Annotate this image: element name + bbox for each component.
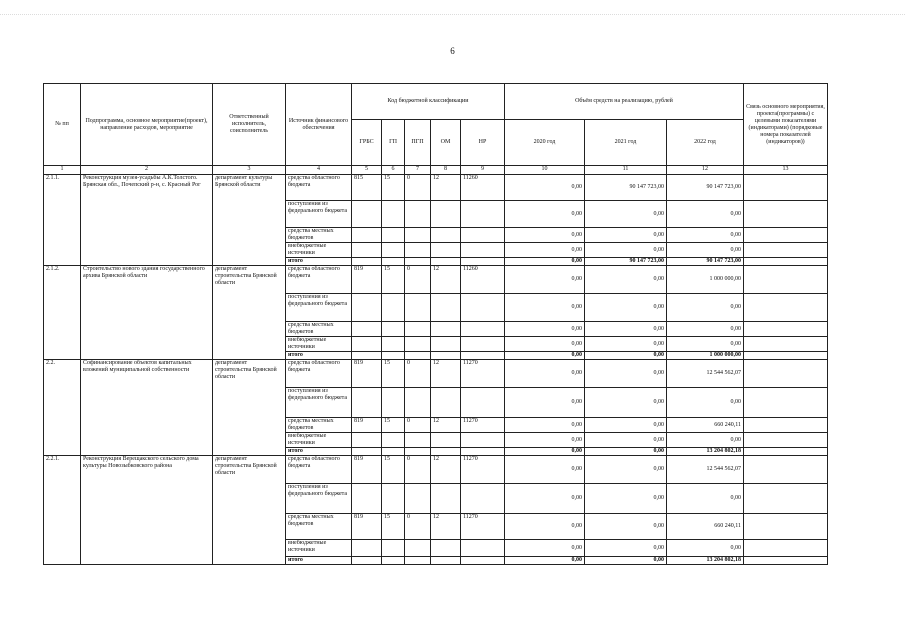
funding-source: поступления из федерального бюджета bbox=[286, 484, 352, 514]
code-om: 12 bbox=[431, 514, 461, 540]
code-om bbox=[431, 388, 461, 418]
code-grbs bbox=[352, 557, 382, 565]
code-pgp: 0 bbox=[405, 514, 431, 540]
code-gp bbox=[382, 201, 405, 228]
code-nr bbox=[461, 540, 505, 557]
page-number: 6 bbox=[450, 46, 455, 56]
code-om bbox=[431, 448, 461, 456]
code-grbs bbox=[352, 243, 382, 258]
column-number-row bbox=[44, 166, 828, 175]
code-gp: 15 bbox=[382, 514, 405, 540]
value-2021: 0,00 bbox=[585, 540, 667, 557]
executor-name: департамент культуры Брянской области bbox=[213, 175, 286, 266]
value-2021: 0,00 bbox=[585, 456, 667, 484]
funding-source: средства областного бюджета bbox=[286, 360, 352, 388]
value-2022: 0,00 bbox=[667, 294, 744, 322]
value-2020: 0,00 bbox=[505, 540, 585, 557]
value-2022: 0,00 bbox=[667, 243, 744, 258]
code-gp bbox=[382, 352, 405, 360]
header-om: ОМ bbox=[431, 120, 461, 166]
code-nr bbox=[461, 201, 505, 228]
code-gp bbox=[382, 448, 405, 456]
value-2021: 0,00 bbox=[585, 557, 667, 565]
value-2020: 0,00 bbox=[505, 360, 585, 388]
value-2022: 13 204 802,18 bbox=[667, 448, 744, 456]
row-number: 2.2.1. bbox=[44, 456, 81, 565]
code-nr: 11270 bbox=[461, 456, 505, 484]
col-number: 13 bbox=[744, 166, 828, 175]
code-gp: 15 bbox=[382, 266, 405, 294]
code-pgp bbox=[405, 294, 431, 322]
code-pgp: 0 bbox=[405, 418, 431, 433]
code-pgp bbox=[405, 243, 431, 258]
code-grbs bbox=[352, 448, 382, 456]
funding-source: поступления из федерального бюджета bbox=[286, 201, 352, 228]
code-gp bbox=[382, 294, 405, 322]
header-nr: НР bbox=[461, 120, 505, 166]
value-2022: 0,00 bbox=[667, 484, 744, 514]
code-om: 12 bbox=[431, 175, 461, 201]
indicator-link bbox=[744, 484, 828, 514]
code-om bbox=[431, 433, 461, 448]
code-grbs bbox=[352, 337, 382, 352]
value-2020: 0,00 bbox=[505, 266, 585, 294]
indicator-link bbox=[744, 352, 828, 360]
indicator-link bbox=[744, 557, 828, 565]
header-2021: 2021 год bbox=[585, 120, 667, 166]
code-grbs bbox=[352, 322, 382, 337]
code-om bbox=[431, 557, 461, 565]
value-2021: 90 147 723,00 bbox=[585, 258, 667, 266]
indicator-link bbox=[744, 294, 828, 322]
code-grbs: 819 bbox=[352, 266, 382, 294]
code-gp bbox=[382, 388, 405, 418]
code-nr bbox=[461, 228, 505, 243]
funding-source: средства областного бюджета bbox=[286, 266, 352, 294]
value-2022: 0,00 bbox=[667, 540, 744, 557]
executor-name: департамент строительства Брянской области bbox=[213, 456, 286, 565]
code-gp bbox=[382, 337, 405, 352]
value-2022: 13 204 802,18 bbox=[667, 557, 744, 565]
code-gp bbox=[382, 258, 405, 266]
code-grbs bbox=[352, 258, 382, 266]
value-2022: 660 240,11 bbox=[667, 514, 744, 540]
value-2022: 1 000 000,00 bbox=[667, 352, 744, 360]
value-2021: 0,00 bbox=[585, 266, 667, 294]
code-grbs bbox=[352, 388, 382, 418]
code-grbs: 815 bbox=[352, 175, 382, 201]
code-gp bbox=[382, 433, 405, 448]
col-number: 8 bbox=[431, 166, 461, 175]
value-2022: 12 544 562,07 bbox=[667, 456, 744, 484]
code-pgp: 0 bbox=[405, 266, 431, 294]
value-2022: 90 147 723,00 bbox=[667, 175, 744, 201]
funding-source: итого bbox=[286, 258, 352, 266]
funding-source: итого bbox=[286, 557, 352, 565]
code-pgp bbox=[405, 352, 431, 360]
value-2020: 0,00 bbox=[505, 175, 585, 201]
code-grbs bbox=[352, 201, 382, 228]
code-pgp: 0 bbox=[405, 360, 431, 388]
code-nr bbox=[461, 258, 505, 266]
value-2021: 0,00 bbox=[585, 294, 667, 322]
code-grbs bbox=[352, 540, 382, 557]
indicator-link bbox=[744, 175, 828, 201]
col-number: 4 bbox=[286, 166, 352, 175]
code-pgp: 0 bbox=[405, 456, 431, 484]
code-gp: 15 bbox=[382, 175, 405, 201]
value-2020: 0,00 bbox=[505, 433, 585, 448]
scan-noise-line bbox=[0, 14, 905, 17]
col-number: 3 bbox=[213, 166, 286, 175]
col-number: 5 bbox=[352, 166, 382, 175]
code-nr bbox=[461, 243, 505, 258]
header-num: № пп bbox=[44, 84, 81, 166]
code-om bbox=[431, 258, 461, 266]
code-nr bbox=[461, 388, 505, 418]
value-2022: 90 147 723,00 bbox=[667, 258, 744, 266]
value-2022: 0,00 bbox=[667, 322, 744, 337]
col-number: 6 bbox=[382, 166, 405, 175]
value-2022: 0,00 bbox=[667, 201, 744, 228]
code-gp bbox=[382, 243, 405, 258]
activity-name: Реконструкция Верещакского сельского дома культуры Новозыбковского района bbox=[81, 456, 213, 565]
indicator-link bbox=[744, 228, 828, 243]
value-2021: 0,00 bbox=[585, 418, 667, 433]
value-2020: 0,00 bbox=[505, 322, 585, 337]
table-row bbox=[44, 360, 828, 388]
value-2020: 0,00 bbox=[505, 243, 585, 258]
indicator-link bbox=[744, 540, 828, 557]
code-pgp bbox=[405, 448, 431, 456]
value-2020: 0,00 bbox=[505, 201, 585, 228]
code-om bbox=[431, 201, 461, 228]
header-executor: Ответственный исполнитель, соисполнитель bbox=[213, 84, 286, 166]
indicator-link bbox=[744, 433, 828, 448]
code-pgp bbox=[405, 557, 431, 565]
code-om bbox=[431, 322, 461, 337]
value-2020: 0,00 bbox=[505, 557, 585, 565]
code-pgp bbox=[405, 201, 431, 228]
indicator-link bbox=[744, 201, 828, 228]
indicator-link bbox=[744, 243, 828, 258]
value-2020: 0,00 bbox=[505, 352, 585, 360]
row-number: 2.2. bbox=[44, 360, 81, 456]
code-grbs bbox=[352, 433, 382, 448]
funding-source: средства местных бюджетов bbox=[286, 228, 352, 243]
code-grbs: 819 bbox=[352, 456, 382, 484]
value-2022: 12 544 562,07 bbox=[667, 360, 744, 388]
code-grbs: 819 bbox=[352, 514, 382, 540]
col-number: 11 bbox=[585, 166, 667, 175]
col-number: 1 bbox=[44, 166, 81, 175]
code-grbs bbox=[352, 294, 382, 322]
code-nr bbox=[461, 433, 505, 448]
indicator-link bbox=[744, 456, 828, 484]
code-nr bbox=[461, 322, 505, 337]
value-2021: 0,00 bbox=[585, 448, 667, 456]
value-2020: 0,00 bbox=[505, 418, 585, 433]
value-2020: 0,00 bbox=[505, 294, 585, 322]
header-gp: ГП bbox=[382, 120, 405, 166]
funding-source: внебюджетные источники bbox=[286, 433, 352, 448]
code-nr: 11270 bbox=[461, 418, 505, 433]
value-2021: 0,00 bbox=[585, 243, 667, 258]
code-nr bbox=[461, 337, 505, 352]
code-gp: 15 bbox=[382, 456, 405, 484]
activity-name: Строительство нового здания государственного архива Брянской области bbox=[81, 266, 213, 360]
funding-source: средства местных бюджетов bbox=[286, 514, 352, 540]
funding-source: внебюджетные источники bbox=[286, 243, 352, 258]
code-grbs bbox=[352, 228, 382, 243]
row-number: 2.1.1. bbox=[44, 175, 81, 266]
value-2020: 0,00 bbox=[505, 484, 585, 514]
value-2020: 0,00 bbox=[505, 228, 585, 243]
code-grbs bbox=[352, 352, 382, 360]
value-2021: 0,00 bbox=[585, 352, 667, 360]
value-2020: 0,00 bbox=[505, 514, 585, 540]
col-number: 2 bbox=[81, 166, 213, 175]
value-2021: 0,00 bbox=[585, 322, 667, 337]
value-2022: 0,00 bbox=[667, 433, 744, 448]
header-link: Связь основного мероприятия, проекта(программы) с целевыми показателями (индикаторами) (порядковые номера показателей (индикаторов)) bbox=[744, 84, 828, 166]
code-om: 12 bbox=[431, 418, 461, 433]
indicator-link bbox=[744, 258, 828, 266]
value-2021: 0,00 bbox=[585, 433, 667, 448]
indicator-link bbox=[744, 514, 828, 540]
value-2021: 0,00 bbox=[585, 337, 667, 352]
code-pgp bbox=[405, 228, 431, 243]
code-pgp bbox=[405, 388, 431, 418]
funding-source: средства местных бюджетов bbox=[286, 322, 352, 337]
value-2022: 0,00 bbox=[667, 228, 744, 243]
header-2020: 2020 год bbox=[505, 120, 585, 166]
code-pgp bbox=[405, 484, 431, 514]
code-om bbox=[431, 228, 461, 243]
code-gp bbox=[382, 484, 405, 514]
activity-name: Реконструкция музея-усадьбы А.К.Толстого. Брянская обл., Почепский р-н, с. Красный Рог bbox=[81, 175, 213, 266]
code-nr bbox=[461, 484, 505, 514]
value-2021: 0,00 bbox=[585, 201, 667, 228]
activity-name: Софинансирование объектов капитальных вложений муниципальной собственности bbox=[81, 360, 213, 456]
value-2021: 0,00 bbox=[585, 360, 667, 388]
value-2021: 0,00 bbox=[585, 514, 667, 540]
code-om bbox=[431, 540, 461, 557]
value-2021: 0,00 bbox=[585, 388, 667, 418]
value-2022: 1 000 000,00 bbox=[667, 266, 744, 294]
code-pgp bbox=[405, 258, 431, 266]
value-2020: 0,00 bbox=[505, 448, 585, 456]
table-row bbox=[44, 266, 828, 294]
col-number: 7 bbox=[405, 166, 431, 175]
code-grbs: 819 bbox=[352, 360, 382, 388]
header-source: Источник финансового обеспечения bbox=[286, 84, 352, 166]
value-2021: 90 147 723,00 bbox=[585, 175, 667, 201]
indicator-link bbox=[744, 418, 828, 433]
funding-source: средства местных бюджетов bbox=[286, 418, 352, 433]
code-grbs: 819 bbox=[352, 418, 382, 433]
code-om: 12 bbox=[431, 360, 461, 388]
code-nr bbox=[461, 557, 505, 565]
funding-source: средства областного бюджета bbox=[286, 175, 352, 201]
code-nr bbox=[461, 352, 505, 360]
value-2022: 0,00 bbox=[667, 388, 744, 418]
value-2022: 660 240,11 bbox=[667, 418, 744, 433]
funding-source: средства областного бюджета bbox=[286, 456, 352, 484]
executor-name: департамент строительства Брянской области bbox=[213, 266, 286, 360]
value-2021: 0,00 bbox=[585, 228, 667, 243]
executor-name: департамент строительства Брянской области bbox=[213, 360, 286, 456]
funding-source: поступления из федерального бюджета bbox=[286, 388, 352, 418]
code-om bbox=[431, 294, 461, 322]
indicator-link bbox=[744, 266, 828, 294]
code-om bbox=[431, 337, 461, 352]
value-2021: 0,00 bbox=[585, 484, 667, 514]
code-pgp bbox=[405, 322, 431, 337]
code-om bbox=[431, 243, 461, 258]
value-2020: 0,00 bbox=[505, 388, 585, 418]
funding-source: поступления из федерального бюджета bbox=[286, 294, 352, 322]
funding-source: внебюджетные источники bbox=[286, 540, 352, 557]
code-gp bbox=[382, 322, 405, 337]
code-gp: 15 bbox=[382, 360, 405, 388]
indicator-link bbox=[744, 337, 828, 352]
code-pgp: 0 bbox=[405, 175, 431, 201]
table-row bbox=[44, 175, 828, 201]
code-pgp bbox=[405, 337, 431, 352]
value-2020: 0,00 bbox=[505, 337, 585, 352]
code-nr bbox=[461, 294, 505, 322]
code-grbs bbox=[352, 484, 382, 514]
code-gp bbox=[382, 540, 405, 557]
value-2020: 0,00 bbox=[505, 258, 585, 266]
code-gp: 15 bbox=[382, 418, 405, 433]
code-om: 12 bbox=[431, 266, 461, 294]
col-number: 10 bbox=[505, 166, 585, 175]
header-volume-group: Объём средств на реализацию, рублей bbox=[505, 84, 744, 120]
funding-source: итого bbox=[286, 448, 352, 456]
code-nr: 11270 bbox=[461, 360, 505, 388]
funding-source: итого bbox=[286, 352, 352, 360]
table-row bbox=[44, 456, 828, 484]
indicator-link bbox=[744, 448, 828, 456]
indicator-link bbox=[744, 322, 828, 337]
code-nr: 11270 bbox=[461, 514, 505, 540]
code-gp bbox=[382, 557, 405, 565]
code-pgp bbox=[405, 540, 431, 557]
code-nr: 11260 bbox=[461, 266, 505, 294]
col-number: 9 bbox=[461, 166, 505, 175]
budget-table bbox=[43, 83, 828, 565]
code-om bbox=[431, 484, 461, 514]
header-subprogram: Подпрограмма, основное мероприятие(проект), направление расходов, мероприятие bbox=[81, 84, 213, 166]
header-grbs: ГРБС bbox=[352, 120, 382, 166]
code-om: 12 bbox=[431, 456, 461, 484]
indicator-link bbox=[744, 388, 828, 418]
indicator-link bbox=[744, 360, 828, 388]
header-pgp: ПГП bbox=[405, 120, 431, 166]
budget-table-body bbox=[44, 175, 828, 565]
code-om bbox=[431, 352, 461, 360]
header-2022: 2022 год bbox=[667, 120, 744, 166]
code-nr: 11260 bbox=[461, 175, 505, 201]
code-gp bbox=[382, 228, 405, 243]
value-2022: 0,00 bbox=[667, 337, 744, 352]
funding-source: внебюджетные источники bbox=[286, 337, 352, 352]
value-2020: 0,00 bbox=[505, 456, 585, 484]
row-number: 2.1.2. bbox=[44, 266, 81, 360]
code-pgp bbox=[405, 433, 431, 448]
header-bk-group: Код бюджетной классификации bbox=[352, 84, 505, 120]
col-number: 12 bbox=[667, 166, 744, 175]
code-nr bbox=[461, 448, 505, 456]
